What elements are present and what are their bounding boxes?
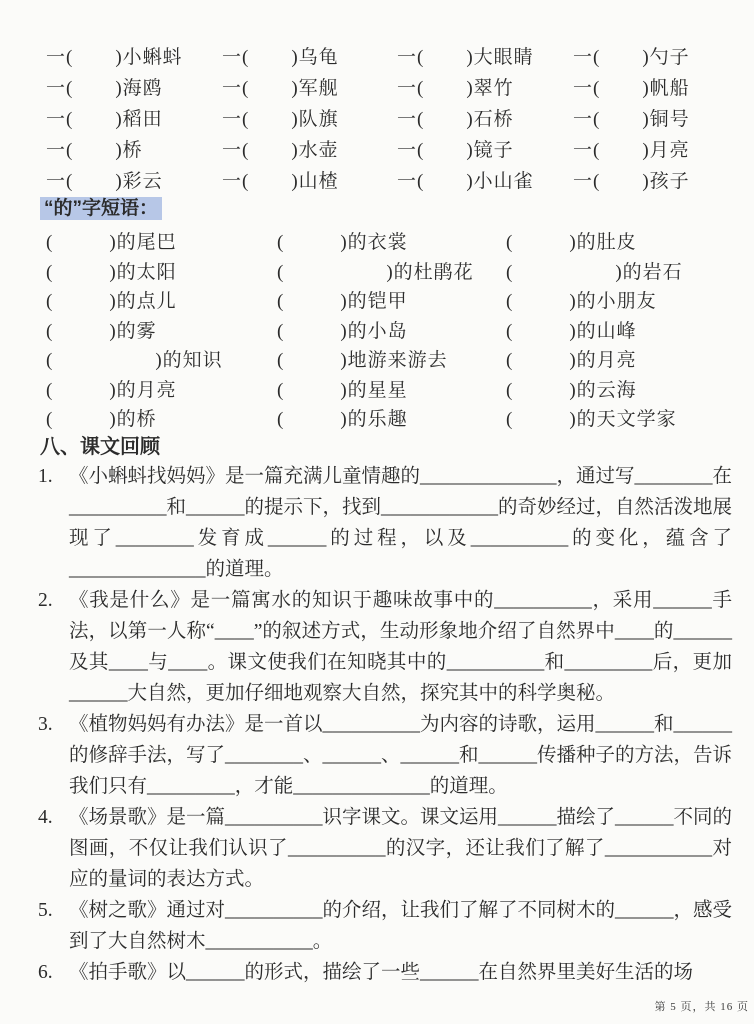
- review-item: [38, 802, 732, 895]
- phrase-label: 的铠甲: [347, 291, 408, 312]
- measure-word-cell: [222, 135, 397, 166]
- one-open-paren: 一(: [222, 47, 250, 68]
- noun-label: 小山雀: [473, 171, 534, 192]
- noun-label: 铜号: [649, 109, 690, 130]
- one-open-paren: 一(: [46, 140, 74, 161]
- measure-word-cell: [222, 166, 397, 197]
- de-phrases-grid: [46, 228, 744, 435]
- close-paren: ): [115, 109, 123, 130]
- noun-label: 帆船: [649, 78, 690, 99]
- close-paren: ): [109, 232, 117, 253]
- de-phrase-cell: [277, 258, 506, 288]
- phrase-label: 的乐趣: [347, 409, 408, 430]
- close-paren: ): [340, 409, 348, 430]
- de-phrase-cell: [46, 317, 277, 347]
- open-paren: (: [46, 379, 54, 401]
- item-number: 4.: [38, 807, 53, 828]
- phrase-label: 的小朋友: [576, 291, 657, 312]
- review-item: [38, 709, 732, 802]
- de-phrase-cell: [277, 317, 506, 347]
- noun-label: 石桥: [473, 109, 514, 130]
- noun-label: 海鸥: [122, 78, 163, 99]
- measure-word-cell: [46, 42, 222, 73]
- one-open-paren: 一(: [573, 140, 601, 161]
- phrase-label: 的衣裳: [347, 232, 408, 253]
- one-open-paren: 一(: [397, 171, 425, 192]
- item-number: 6.: [38, 962, 53, 983]
- phrase-label: 的点儿: [116, 291, 177, 312]
- phrase-label: 的岩石: [622, 261, 683, 283]
- measure-word-cell: [573, 166, 744, 197]
- open-paren: (: [277, 379, 285, 401]
- item-text: 《树之歌》通过对__________的介绍，让我们了解了不同树木的______，感受到了大自然树木___________。: [69, 900, 733, 952]
- phrase-label: 地游来游去: [347, 350, 448, 371]
- close-paren: ): [115, 140, 123, 161]
- measure-word-cell: [222, 73, 397, 104]
- de-phrase-cell: [46, 228, 277, 258]
- phrase-label: 的云海: [576, 379, 637, 401]
- close-paren: ): [569, 379, 577, 401]
- measure-word-cell: [573, 42, 744, 73]
- phrase-label: 的桥: [116, 409, 157, 430]
- de-phrase-cell: [46, 287, 277, 317]
- item-text: 《我是什么》是一篇寓水的知识于趣味故事中的__________，采用______手法，以第一人称“____”的叙述方式，生动形象地介绍了自然界中____的______及其____与____。课文使我们在知晓其中的__________和_________后，更加______大自然，更加仔细地观察大自然，探究其中的科学奥秘。: [69, 590, 732, 704]
- close-paren: ): [291, 78, 299, 99]
- open-paren: (: [277, 409, 285, 430]
- one-open-paren: 一(: [397, 78, 425, 99]
- noun-label: 彩云: [122, 171, 163, 192]
- close-paren: ): [340, 320, 348, 342]
- measure-word-cell: [573, 104, 744, 135]
- one-open-paren: 一(: [222, 171, 250, 192]
- one-open-paren: 一(: [222, 78, 250, 99]
- close-paren: ): [155, 350, 163, 371]
- measure-word-cell: [397, 42, 573, 73]
- phrase-label: 的太阳: [116, 261, 177, 283]
- close-paren: ): [569, 409, 577, 430]
- close-paren: ): [386, 261, 394, 283]
- item-number: 2.: [38, 590, 53, 611]
- de-phrase-cell: [277, 228, 506, 258]
- one-open-paren: 一(: [573, 171, 601, 192]
- review-item: [38, 895, 732, 957]
- noun-label: 勺子: [649, 47, 690, 68]
- de-phrase-cell: [506, 317, 744, 347]
- close-paren: ): [642, 109, 650, 130]
- item-text: 《拍手歌》以______的形式，描绘了一些______在自然界里美好生活的场: [69, 962, 694, 983]
- phrase-label: 的知识: [162, 350, 223, 371]
- de-phrase-cell: [46, 376, 277, 406]
- de-phrase-cell: [506, 258, 744, 288]
- measure-word-cell: [46, 104, 222, 135]
- de-phrase-cell: [506, 376, 744, 406]
- page-number-footer: 第 5 页，共 16 页: [654, 1001, 749, 1013]
- noun-label: 小蝌蚪: [122, 47, 183, 68]
- open-paren: (: [46, 320, 54, 342]
- measure-word-cell: [46, 73, 222, 104]
- close-paren: ): [291, 140, 299, 161]
- noun-label: 稻田: [122, 109, 163, 130]
- one-open-paren: 一(: [397, 140, 425, 161]
- noun-label: 乌龟: [298, 47, 339, 68]
- phrase-label: 的月亮: [576, 350, 637, 371]
- measure-word-cell: [222, 42, 397, 73]
- de-phrase-cell: [277, 376, 506, 406]
- de-phrase-cell: [506, 346, 744, 376]
- close-paren: ): [291, 171, 299, 192]
- de-phrase-cell: [506, 287, 744, 317]
- item-text: 《植物妈妈有办法》是一首以__________为内容的诗歌，运用______和______的修辞手法，写了________、______、______和______传播种子的方法，告诉我们只有_________，才能______________的道理。: [69, 714, 733, 797]
- close-paren: ): [569, 232, 577, 253]
- close-paren: ): [642, 78, 650, 99]
- open-paren: (: [506, 350, 514, 371]
- open-paren: (: [46, 409, 54, 430]
- close-paren: ): [340, 232, 348, 253]
- close-paren: ): [642, 140, 650, 161]
- open-paren: (: [277, 261, 285, 283]
- phrase-label: 的山峰: [576, 320, 637, 342]
- noun-label: 月亮: [649, 140, 690, 161]
- de-phrase-cell: [46, 258, 277, 288]
- close-paren: ): [340, 379, 348, 401]
- measure-word-grid: [46, 42, 744, 197]
- de-phrase-cell: [277, 405, 506, 435]
- de-phrase-cell: [277, 346, 506, 376]
- noun-label: 镜子: [473, 140, 514, 161]
- phrase-label: 的尾巴: [116, 232, 177, 253]
- close-paren: ): [109, 261, 117, 283]
- measure-word-cell: [397, 135, 573, 166]
- review-item: [38, 585, 732, 709]
- measure-word-cell: [573, 73, 744, 104]
- phrase-label: 的月亮: [116, 379, 177, 401]
- measure-word-cell: [573, 135, 744, 166]
- de-phrases-heading: [40, 196, 162, 222]
- one-open-paren: 一(: [397, 109, 425, 130]
- open-paren: (: [277, 320, 285, 342]
- item-number: 3.: [38, 714, 53, 735]
- close-paren: ): [466, 140, 474, 161]
- close-paren: ): [115, 78, 123, 99]
- close-paren: ): [615, 261, 623, 283]
- measure-word-cell: [397, 166, 573, 197]
- one-open-paren: 一(: [46, 47, 74, 68]
- open-paren: (: [506, 409, 514, 430]
- open-paren: (: [506, 261, 514, 283]
- open-paren: (: [506, 291, 514, 312]
- close-paren: ): [466, 109, 474, 130]
- item-number: 5.: [38, 900, 53, 921]
- close-paren: ): [466, 171, 474, 192]
- item-number: 1.: [38, 466, 53, 487]
- one-open-paren: 一(: [46, 109, 74, 130]
- review-item: [38, 957, 732, 988]
- close-paren: ): [569, 350, 577, 371]
- close-paren: ): [109, 409, 117, 430]
- phrase-label: 的天文学家: [576, 409, 677, 430]
- open-paren: (: [277, 232, 285, 253]
- close-paren: ): [340, 291, 348, 312]
- open-paren: (: [506, 320, 514, 342]
- close-paren: ): [569, 320, 577, 342]
- close-paren: ): [291, 47, 299, 68]
- one-open-paren: 一(: [46, 171, 74, 192]
- measure-word-cell: [397, 73, 573, 104]
- close-paren: ): [109, 291, 117, 312]
- measure-word-cell: [397, 104, 573, 135]
- phrase-label: 的雾: [116, 320, 157, 342]
- open-paren: (: [277, 291, 285, 312]
- review-section-heading: 八、课文回顾: [40, 436, 160, 458]
- item-text: 《小蝌蚪找妈妈》是一篇充满儿童情趣的______________，通过写________在__________和______的提示下，找到____________的奇妙经过，自然活泼地展现了________发育成______的过程，以及__________的变化，蕴含了______________的道理。: [69, 466, 733, 580]
- open-paren: (: [46, 232, 54, 253]
- phrase-label: 的杜鹃花: [393, 261, 474, 283]
- open-paren: (: [506, 232, 514, 253]
- de-phrase-cell: [46, 346, 277, 376]
- noun-label: 水壶: [298, 140, 339, 161]
- close-paren: ): [340, 350, 348, 371]
- de-phrase-cell: [506, 405, 744, 435]
- review-items: [38, 461, 732, 988]
- highlighted-heading-text: “的”字短语：: [40, 197, 162, 220]
- one-open-paren: 一(: [573, 47, 601, 68]
- one-open-paren: 一(: [222, 140, 250, 161]
- close-paren: ): [642, 47, 650, 68]
- phrase-label: 的小岛: [347, 320, 408, 342]
- one-open-paren: 一(: [397, 47, 425, 68]
- close-paren: ): [109, 379, 117, 401]
- one-open-paren: 一(: [46, 78, 74, 99]
- close-paren: ): [291, 109, 299, 130]
- close-paren: ): [115, 171, 123, 192]
- phrase-label: 的肚皮: [576, 232, 637, 253]
- noun-label: 山楂: [298, 171, 339, 192]
- phrase-label: 的星星: [347, 379, 408, 401]
- open-paren: (: [506, 379, 514, 401]
- close-paren: ): [466, 78, 474, 99]
- noun-label: 桥: [122, 140, 143, 161]
- noun-label: 队旗: [298, 109, 339, 130]
- close-paren: ): [115, 47, 123, 68]
- noun-label: 大眼睛: [473, 47, 534, 68]
- measure-word-cell: [46, 166, 222, 197]
- open-paren: (: [46, 291, 54, 312]
- measure-word-cell: [46, 135, 222, 166]
- close-paren: ): [642, 171, 650, 192]
- open-paren: (: [277, 350, 285, 371]
- one-open-paren: 一(: [573, 109, 601, 130]
- de-phrase-cell: [506, 228, 744, 258]
- close-paren: ): [466, 47, 474, 68]
- noun-label: 孩子: [649, 171, 690, 192]
- open-paren: (: [46, 350, 54, 371]
- review-item: [38, 461, 732, 585]
- noun-label: 翠竹: [473, 78, 514, 99]
- close-paren: ): [109, 320, 117, 342]
- close-paren: ): [569, 291, 577, 312]
- de-phrase-cell: [277, 287, 506, 317]
- measure-word-cell: [222, 104, 397, 135]
- one-open-paren: 一(: [222, 109, 250, 130]
- one-open-paren: 一(: [573, 78, 601, 99]
- item-text: 《场景歌》是一篇__________识字课文。课文运用______描绘了______不同的图画，不仅让我们认识了__________的汉字，还让我们了解了___________对应的量词的表达方式。: [69, 807, 733, 890]
- noun-label: 军舰: [298, 78, 339, 99]
- open-paren: (: [46, 261, 54, 283]
